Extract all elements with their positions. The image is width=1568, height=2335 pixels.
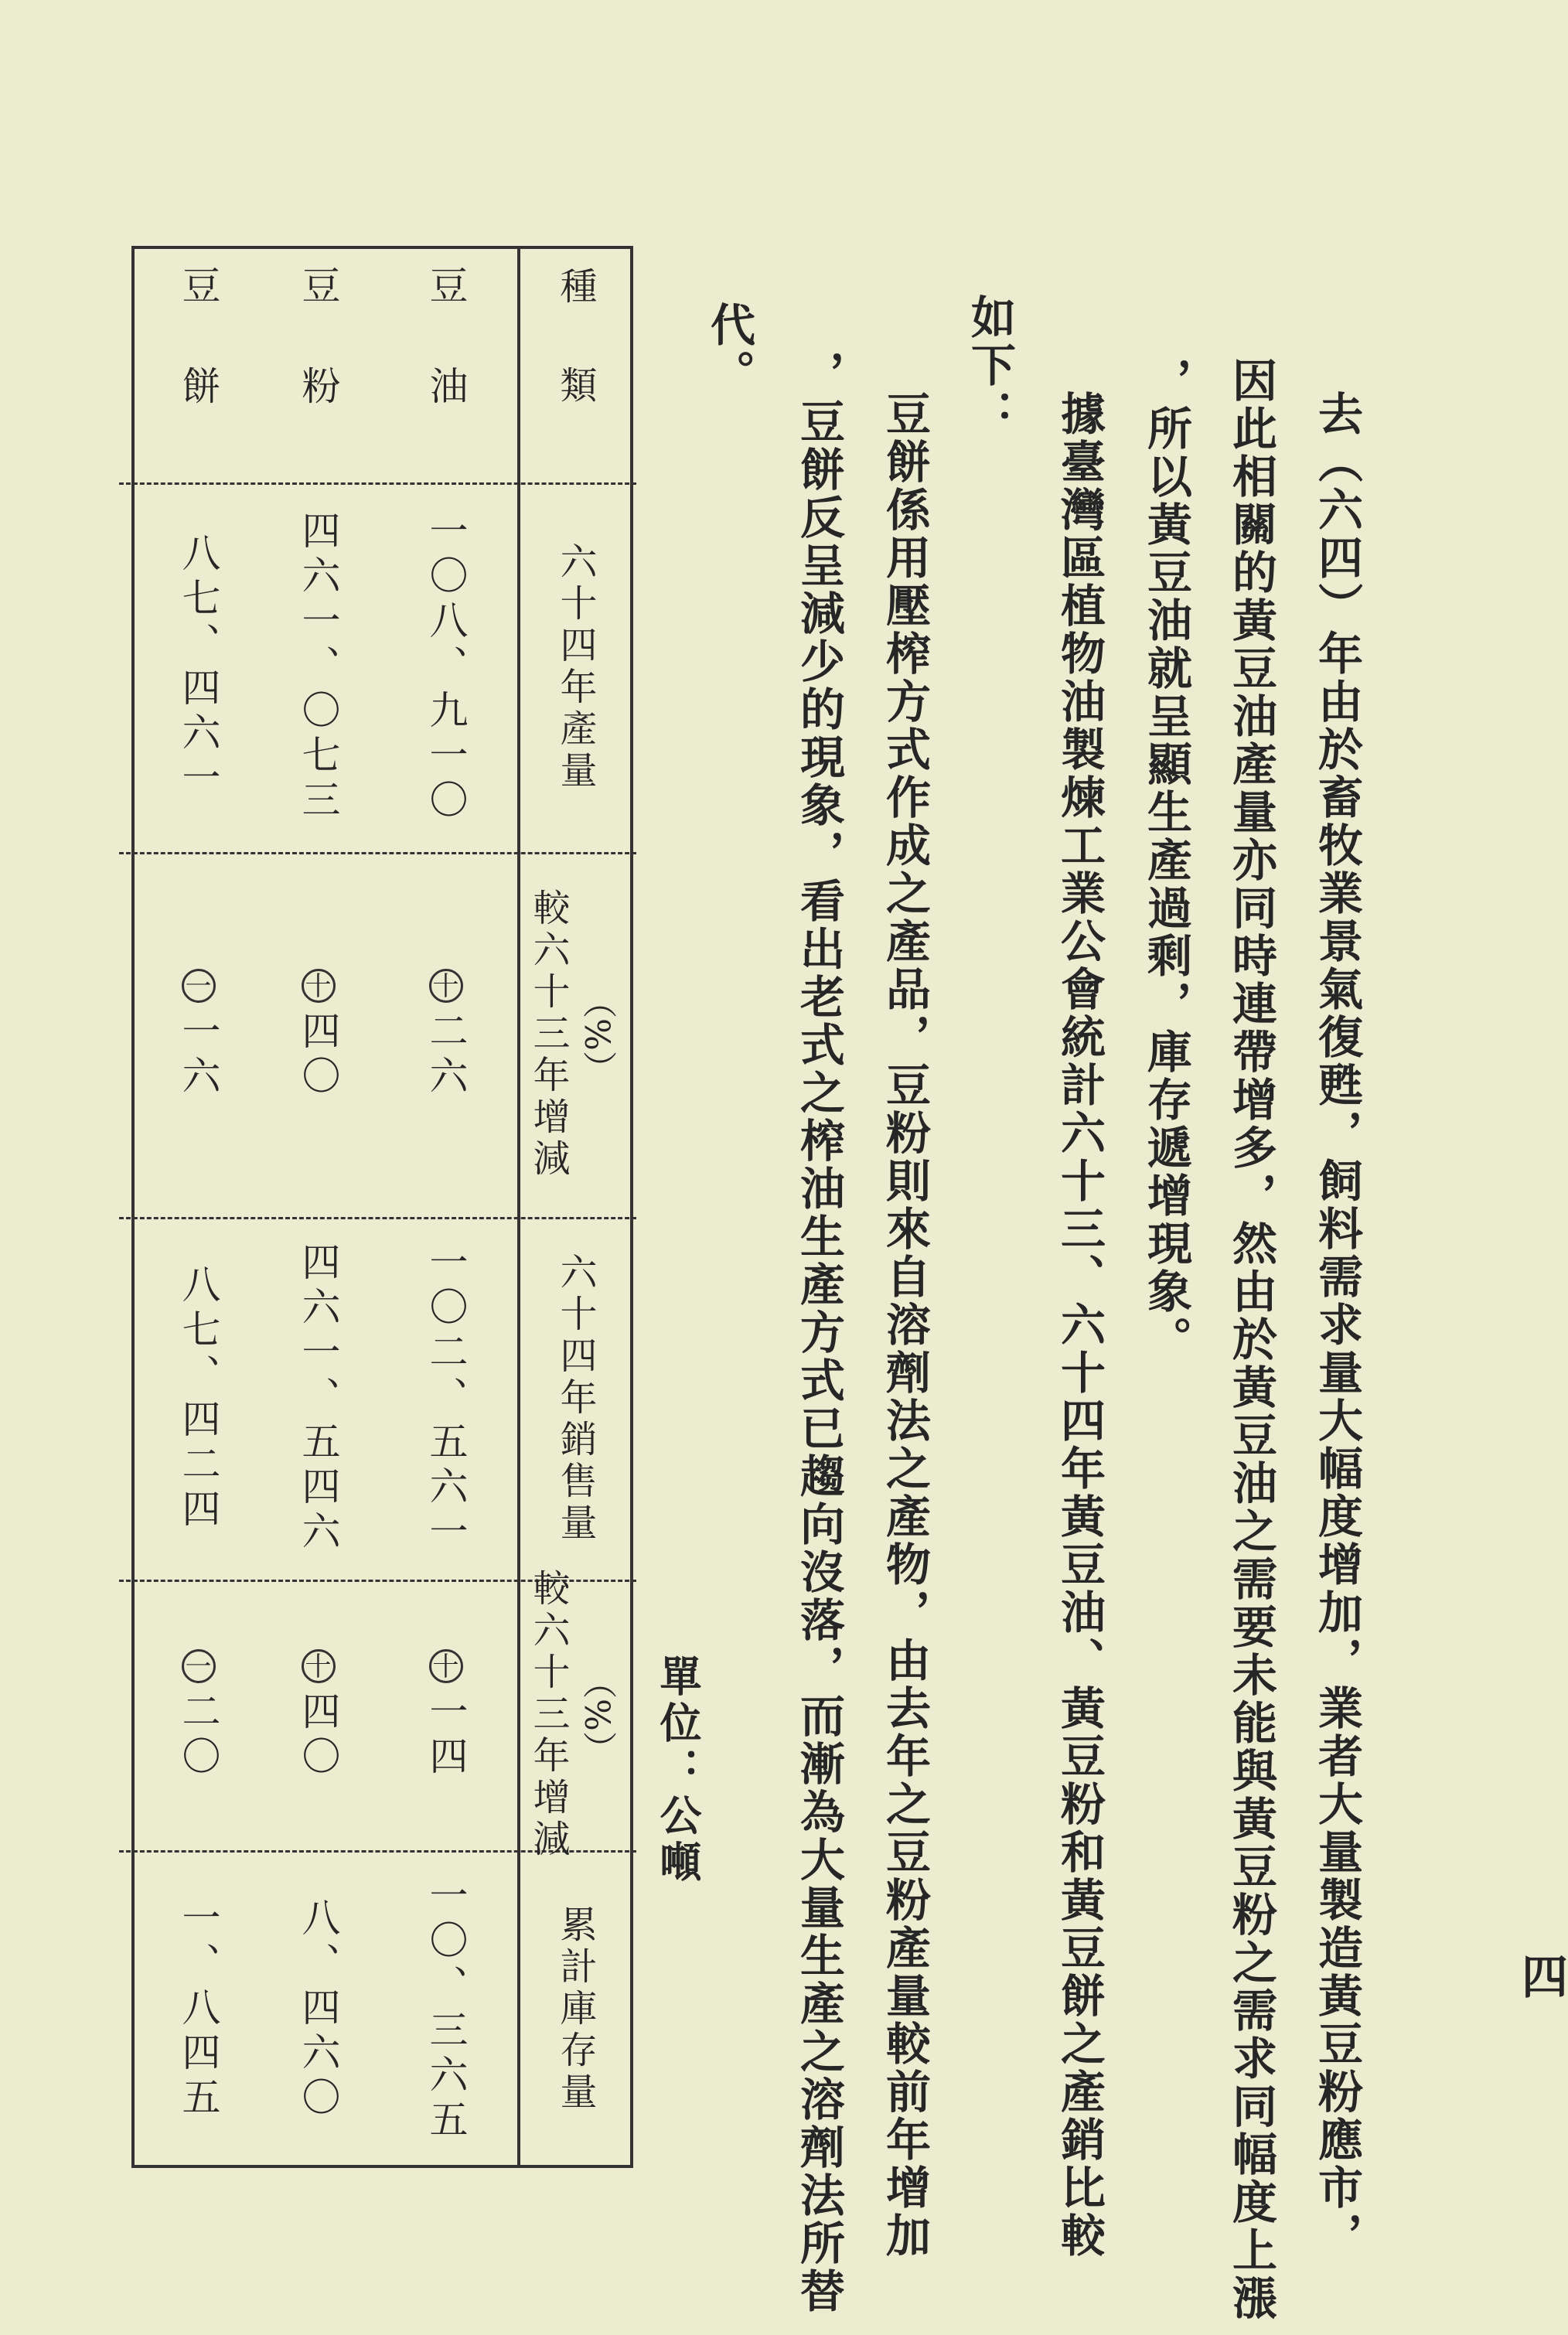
plus-sign-icon: 十 [429, 969, 463, 1003]
paragraph-line-3: ，所以黃豆油就呈顯生產過剩，庫存遞增現象。 [1140, 357, 1192, 1364]
plus-sign-icon: 十 [302, 1649, 336, 1683]
header-inventory-label: 累計庫存量 [554, 1904, 597, 2114]
cell-type: 豆油 [423, 265, 469, 466]
cell-sales [374, 1217, 517, 1580]
cell-inventory-value: 一、八四五 [176, 1897, 221, 2122]
cell-production-change-value: 一六 [176, 1011, 221, 1100]
header-sales-change-label: 較六十三年增減 [527, 1569, 570, 1861]
cell-sales [262, 1217, 374, 1580]
header-production-change-label: 較六十三年增減 [527, 888, 570, 1181]
cell-sales-change [135, 1580, 262, 1850]
cell-sales [135, 1217, 262, 1580]
cell-production-value: 一〇八、九一〇 [423, 510, 469, 824]
cell-production-change [135, 852, 262, 1217]
cell-production [135, 482, 262, 852]
header-type-label: 種類 [554, 267, 597, 465]
paragraph-line-8: 代。 [703, 302, 755, 397]
production-sales-table [131, 246, 633, 2168]
plus-sign-icon: 十 [429, 1649, 463, 1683]
header-production-change [517, 852, 633, 1217]
paragraph-line-1: 去（六四）年由於畜牧業景氣復甦，飼料需求量大幅度增加，業者大量製造黃豆粉應市， [1311, 390, 1363, 2260]
cell-production-change [262, 852, 374, 1217]
cell-production-change [374, 852, 517, 1217]
header-type [517, 249, 633, 482]
minus-sign-icon: 一 [182, 969, 216, 1003]
percent-unit: （%） [577, 984, 616, 1085]
cell-inventory [374, 1850, 517, 2168]
cell-sales-change-value: 二〇 [176, 1691, 221, 1781]
cell-production [262, 482, 374, 852]
paragraph-line-4: 據臺灣區植物油製煉工業公會統計六十三、六十四年黃豆油、黃豆粉和黃豆餅之產銷比較 [1053, 390, 1106, 2260]
paragraph-line-6: 豆餅係用壓榨方式作成之產品，豆粉則來自溶劑法之產物，由去年之豆粉產量較前年增加 [878, 390, 931, 2260]
cell-production [374, 482, 517, 852]
cell-sales-change-value: 一四 [423, 1691, 469, 1781]
unit-label: 單位：公噸 [653, 1655, 703, 1887]
plus-sign-icon: 十 [302, 969, 336, 1003]
header-sales [517, 1217, 633, 1580]
table-row-type [374, 249, 517, 482]
cell-type: 豆餅 [176, 265, 221, 466]
header-inventory [517, 1850, 633, 2168]
header-production-label: 六十四年產量 [554, 542, 597, 793]
table-row-type [262, 249, 374, 482]
cell-sales-change-value: 四〇 [295, 1691, 341, 1781]
header-sales-label: 六十四年銷售量 [554, 1252, 597, 1545]
cell-type: 豆粉 [295, 265, 341, 466]
header-sales-change [517, 1569, 633, 1861]
cell-inventory [135, 1850, 262, 2168]
cell-sales-value: 一〇二、五六一 [423, 1241, 469, 1556]
cell-production-value: 四六一、〇七三 [295, 510, 341, 824]
paragraph-line-7: ，豆餅反呈減少的現象，看出老式之榨油生產方式已趨向沒落，而漸為大量生產之溶劑法所替 [793, 350, 845, 2316]
cell-sales-value: 八七、四二四 [176, 1263, 221, 1533]
page-number: 四 [1522, 1951, 1568, 2005]
cell-production-value: 八七、四六一 [176, 533, 221, 802]
cell-production-change-value: 四〇 [295, 1011, 341, 1100]
cell-inventory-value: 八、四六〇 [295, 1897, 341, 2122]
table-row-type [135, 249, 262, 482]
cell-sales-change [262, 1580, 374, 1850]
header-production [517, 482, 633, 852]
cell-production-change-value: 二六 [423, 1011, 469, 1100]
percent-unit: （%） [577, 1665, 616, 1765]
cell-inventory-value: 一〇、三六五 [423, 1874, 469, 2144]
minus-sign-icon: 一 [182, 1649, 216, 1683]
cell-sales-change [374, 1580, 517, 1850]
cell-sales-value: 四六一、五四六 [295, 1241, 341, 1556]
cell-inventory [262, 1850, 374, 2168]
paragraph-line-2: 因此相關的黃豆油產量亦同時連帶增多，然由於黃豆油之需要未能與黃豆粉之需求同幅度上漲 [1225, 357, 1277, 2323]
paragraph-line-5: 如下： [963, 294, 1016, 438]
